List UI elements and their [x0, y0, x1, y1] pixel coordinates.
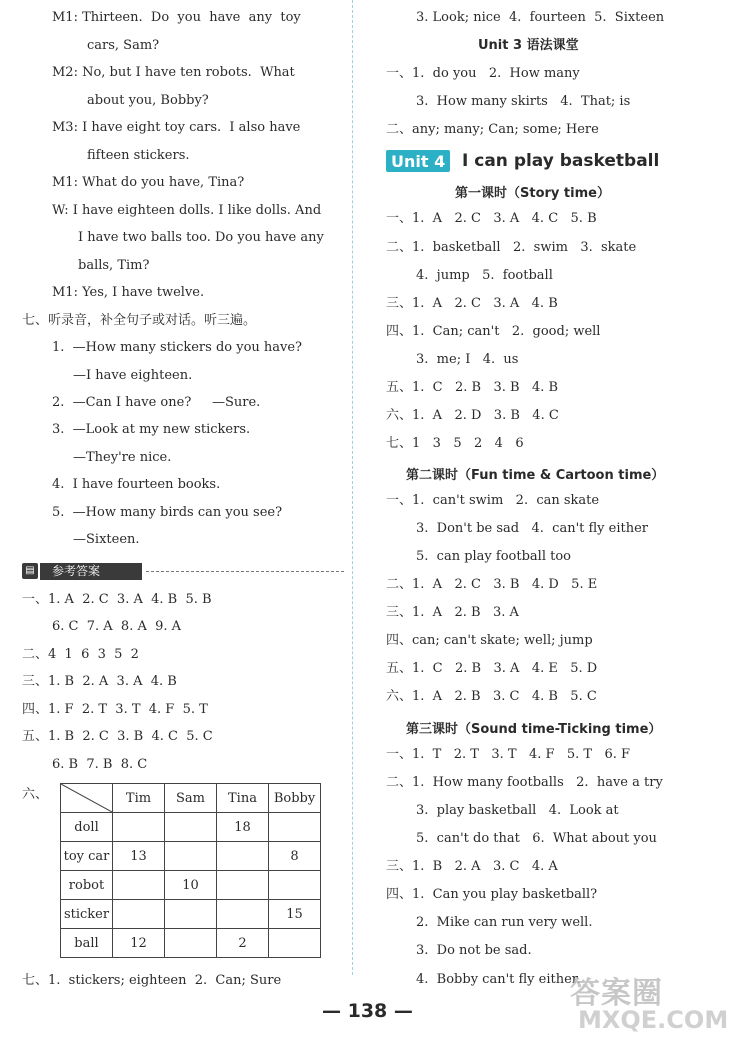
answer-line: 5. can't do that 6. What about you [416, 831, 657, 846]
dialogue-line: cars, Sam? [87, 38, 160, 53]
answer-line: 七、1 3 5 2 4 6 [386, 436, 524, 451]
table-cell [269, 871, 321, 900]
answer-table [60, 783, 321, 958]
dialogue-line: balls, Tim? [78, 258, 150, 273]
answer-line: 五、1. C 2. B 3. B 4. B [386, 380, 559, 395]
column-header: Tina [217, 784, 269, 813]
column-divider [352, 0, 353, 975]
row-header: toy car [61, 842, 113, 871]
exercise-line: 5. —How many birds can you see? [52, 505, 283, 520]
answer-line: 3. me; I 4. us [416, 352, 519, 367]
dialogue-line: about you, Bobby? [87, 93, 209, 108]
table-cell: 8 [269, 842, 321, 871]
answer-line: 5. can play football too [416, 549, 571, 564]
table-cell: 15 [269, 900, 321, 929]
answer-line: 4. jump 5. football [416, 268, 553, 283]
column-header: Sam [165, 784, 217, 813]
exercise-line: —I have eighteen. [73, 368, 193, 383]
table-cell [217, 842, 269, 871]
table-cell: 12 [113, 929, 165, 958]
answer-line: 三、1. A 2. C 3. A 4. B [386, 296, 558, 311]
watermark-url: MXQE.COM [578, 1006, 729, 1034]
answer-line: 3. Don't be sad 4. can't fly either [416, 521, 649, 536]
table-cell [165, 813, 217, 842]
unit3-heading: Unit 3 语法课堂 [478, 38, 579, 53]
answer-line: 二、1. basketball 2. swim 3. skate [386, 240, 637, 255]
exercise-line: —Sixteen. [73, 532, 140, 547]
answer-line: 二、4 1 6 3 5 2 [22, 647, 139, 662]
table-header-row [61, 784, 321, 813]
column-header: Tim [113, 784, 165, 813]
answer-line: 一、1. can't swim 2. can skate [386, 493, 600, 508]
answer-line: 6. B 7. B 8. C [52, 757, 148, 772]
lesson-heading: 第一课时（Story time） [455, 186, 610, 201]
table-cell: 18 [217, 813, 269, 842]
answer-line: 六、 [22, 787, 49, 802]
answer-line: 3. Look; nice 4. fourteen 5. Sixteen [416, 10, 665, 25]
answer-line: 一、1. A 2. C 3. A 4. C 5. B [386, 211, 597, 226]
answer-line: 3. play basketball 4. Look at [416, 803, 619, 818]
unit4-badge [386, 150, 450, 172]
table-cell: 13 [113, 842, 165, 871]
answer-line: 四、1. Can; can't 2. good; well [386, 324, 601, 339]
lesson-heading: 第二课时（Fun time & Cartoon time） [406, 468, 665, 483]
table-cell [217, 900, 269, 929]
answer-line: 三、1. B 2. A 3. A 4. B [22, 674, 177, 689]
answer-line: 2. Mike can run very well. [416, 915, 593, 930]
row-header: doll [61, 813, 113, 842]
table-row [61, 871, 321, 900]
dialogue-line: W: I have eighteen dolls. I like dolls. And [52, 203, 322, 218]
table-cell: 2 [217, 929, 269, 958]
exercise-line: 1. —How many stickers do you have? [52, 340, 303, 355]
table-cell [165, 929, 217, 958]
table-cell [165, 842, 217, 871]
answer-line: 一、1. do you 2. How many [386, 66, 580, 81]
answer-line: 3. Do not be sad. [416, 943, 532, 958]
answer-line: 4. Bobby can't fly either. [416, 972, 581, 987]
table-row [61, 929, 321, 958]
table-cell [269, 813, 321, 842]
column-header: Bobby [269, 784, 321, 813]
dialogue-line: M1: Yes, I have twelve. [52, 285, 205, 300]
dialogue-line: M3: I have eight toy cars. I also have [52, 120, 301, 135]
dialogue-line: M1: What do you have, Tina? [52, 175, 245, 190]
table-row [61, 900, 321, 929]
row-header: ball [61, 929, 113, 958]
answer-line: 三、1. A 2. B 3. A [386, 605, 519, 620]
dialogue-line: M2: No, but I have ten robots. What [52, 65, 295, 80]
exercise-line: 4. I have fourteen books. [52, 477, 221, 492]
answer-line: 三、1. B 2. A 3. C 4. A [386, 859, 558, 874]
dialogue-line: fifteen stickers. [87, 148, 190, 163]
dialogue-line: M1: Thirteen. Do you have any toy [52, 10, 301, 25]
answer-line: 六、1. A 2. D 3. B 4. C [386, 408, 559, 423]
answer-line: 二、any; many; Can; some; Here [386, 122, 599, 137]
exercise-line: 3. —Look at my new stickers. [52, 422, 251, 437]
unit4-title: I can play basketball [462, 151, 660, 171]
table-cell [113, 900, 165, 929]
answer-key-label: 参考答案 [40, 563, 142, 580]
watermark-logo: 答案圈 [570, 976, 663, 1011]
dashed-rule [146, 571, 344, 572]
table-cell [217, 871, 269, 900]
answer-line: 六、1. A 2. B 3. C 4. B 5. C [386, 689, 597, 704]
table-cell [269, 929, 321, 958]
answer-line: 3. How many skirts 4. That; is [416, 94, 631, 109]
table-row [61, 842, 321, 871]
answer-line: 七、1. stickers; eighteen 2. Can; Sure [22, 973, 282, 988]
page-number: — 138 — [322, 1000, 413, 1022]
answer-line: 五、1. B 2. C 3. B 4. C 5. C [22, 729, 213, 744]
exercise-line: —They're nice. [73, 450, 172, 465]
dialogue-line: I have two balls too. Do you have any [78, 230, 324, 245]
table-cell: 10 [165, 871, 217, 900]
exercise-line: 七、听录音，补全句子或对话。听三遍。 [22, 313, 257, 328]
row-header: sticker [61, 900, 113, 929]
table-cell [165, 900, 217, 929]
answer-line: 五、1. C 2. B 3. A 4. E 5. D [386, 661, 598, 676]
lesson-heading: 第三课时（Sound time-Ticking time） [406, 722, 662, 737]
answer-line: 二、1. A 2. C 3. B 4. D 5. E [386, 577, 598, 592]
answer-line: 6. C 7. A 8. A 9. A [52, 619, 182, 634]
answer-line: 二、1. How many footballs 2. have a try [386, 775, 663, 790]
row-header: robot [61, 871, 113, 900]
book-icon: ▤ [22, 563, 38, 579]
diagonal-header-cell [61, 784, 113, 813]
answer-line: 四、1. Can you play basketball? [386, 887, 598, 902]
exercise-line: 2. —Can I have one? —Sure. [52, 395, 261, 410]
table-cell [113, 871, 165, 900]
answer-line: 一、1. T 2. T 3. T 4. F 5. T 6. F [386, 747, 631, 762]
answer-line: 四、1. F 2. T 3. T 4. F 5. T [22, 702, 208, 717]
table-cell [113, 813, 165, 842]
answer-line: 四、can; can't skate; well; jump [386, 633, 593, 648]
answer-line: 一、1. A 2. C 3. A 4. B 5. B [22, 592, 212, 607]
unit4-badge-text: Unit 4 [391, 152, 446, 171]
table-row [61, 813, 321, 842]
